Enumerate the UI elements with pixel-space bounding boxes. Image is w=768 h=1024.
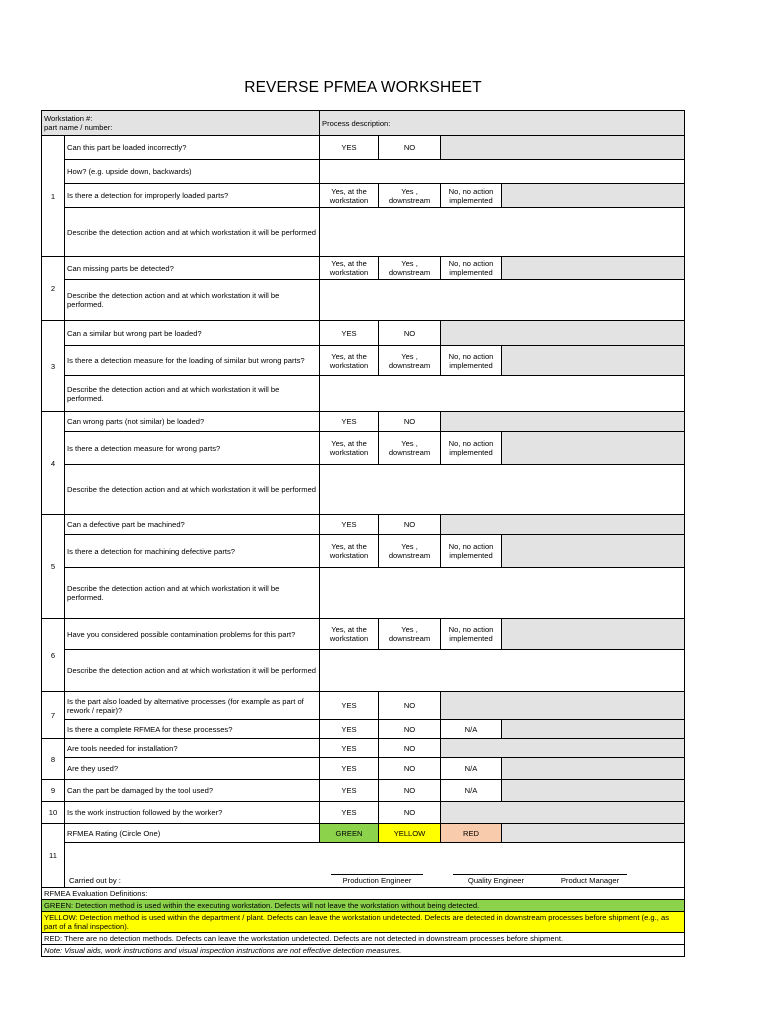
- option-yes[interactable]: YES: [320, 321, 379, 346]
- option-yes-downstream[interactable]: Yes , downstream: [379, 257, 441, 280]
- option-yes[interactable]: YES: [320, 136, 379, 160]
- rating-red[interactable]: RED: [441, 824, 502, 843]
- option-yes[interactable]: YES: [320, 758, 379, 780]
- option-yes[interactable]: YES: [320, 780, 379, 802]
- definition-row: [42, 933, 685, 945]
- option-yes-downstream[interactable]: Yes , downstream: [379, 619, 441, 650]
- shaded-cell: [502, 780, 685, 802]
- quality-engineer-label: Quality Engineer: [467, 876, 525, 885]
- note-row: [42, 945, 685, 957]
- question-number: 1: [42, 136, 65, 257]
- question-number: 6: [42, 619, 65, 692]
- option-no[interactable]: NO: [379, 802, 441, 824]
- option-yes[interactable]: YES: [320, 739, 379, 758]
- definition-row: [42, 912, 685, 933]
- option-no[interactable]: NO: [379, 515, 441, 535]
- option-yes-at-workstation[interactable]: Yes, at the workstation: [320, 535, 379, 568]
- question-text: Is there a complete RFMEA for these processes?: [65, 720, 320, 739]
- shaded-cell: [502, 346, 685, 376]
- question-number: 9: [42, 780, 65, 802]
- workstation-field[interactable]: Workstation #: part name / number:: [42, 111, 320, 136]
- table-row: [42, 465, 685, 515]
- question-text: Is there a detection for improperly loaded parts?: [65, 184, 320, 208]
- question-number: 10: [42, 802, 65, 824]
- table-row: [42, 376, 685, 412]
- option-yes[interactable]: YES: [320, 692, 379, 720]
- rating-yellow[interactable]: YELLOW: [379, 824, 441, 843]
- definition-green: GREEN: Detection method is used within the executing workstation. Defects will not leave the workstation without being detected.: [42, 900, 685, 912]
- question-text: Can the part be damaged by the tool used?: [65, 780, 320, 802]
- carried-out-by-label: Carried out by :: [69, 876, 121, 885]
- question-text: Can this part be loaded incorrectly?: [65, 136, 320, 160]
- option-no-action[interactable]: No, no action implemented: [441, 184, 502, 208]
- table-row: [42, 136, 685, 160]
- question-text: Is there a detection measure for the loading of similar but wrong parts?: [65, 346, 320, 376]
- question-text: Can a similar but wrong part be loaded?: [65, 321, 320, 346]
- signature-line[interactable]: [331, 874, 423, 875]
- shaded-cell: [502, 720, 685, 739]
- shaded-cell: [441, 515, 685, 535]
- table-row: [42, 412, 685, 432]
- option-no[interactable]: NO: [379, 412, 441, 432]
- table-row: [42, 650, 685, 692]
- shaded-cell: [441, 692, 685, 720]
- signoff-cell: [65, 843, 685, 888]
- option-na[interactable]: N/A: [441, 780, 502, 802]
- table-row: [42, 802, 685, 824]
- definitions-title-row: [42, 888, 685, 900]
- shaded-cell: [502, 619, 685, 650]
- table-row: [42, 739, 685, 758]
- table-row: [42, 720, 685, 739]
- shaded-cell: [502, 432, 685, 465]
- table-row: [42, 780, 685, 802]
- shaded-cell: [502, 184, 685, 208]
- definition-yellow: YELLOW: Detection method is used within the department / plant. Defects can leave the workstation undetected. Defects are detected in downstream processes before shipment (e.g., as part of a final inspection).: [42, 912, 685, 933]
- rating-green[interactable]: GREEN: [320, 824, 379, 843]
- shaded-cell: [502, 824, 685, 843]
- question-number: 2: [42, 257, 65, 321]
- option-na[interactable]: N/A: [441, 720, 502, 739]
- option-yes-at-workstation[interactable]: Yes, at the workstation: [320, 432, 379, 465]
- question-text: Describe the detection action and at which workstation it will be performed: [65, 465, 320, 515]
- question-number: 8: [42, 739, 65, 780]
- option-no[interactable]: NO: [379, 136, 441, 160]
- question-number: 7: [42, 692, 65, 739]
- question-text: Describe the detection action and at which workstation it will be performed.: [65, 280, 320, 321]
- shaded-cell: [502, 257, 685, 280]
- definition-red: RED: There are no detection methods. Defects can leave the workstation undetected. Defects are not detected in downstream processes before shipment.: [42, 933, 685, 945]
- question-number: 3: [42, 321, 65, 412]
- shaded-cell: [441, 321, 685, 346]
- table-row: [42, 515, 685, 535]
- shaded-cell: [502, 758, 685, 780]
- table-row: [42, 346, 685, 376]
- option-no[interactable]: NO: [379, 739, 441, 758]
- option-yes-downstream[interactable]: Yes , downstream: [379, 184, 441, 208]
- table-row: [42, 184, 685, 208]
- option-yes-at-workstation[interactable]: Yes, at the workstation: [320, 184, 379, 208]
- answer-field[interactable]: [320, 568, 685, 619]
- signature-line[interactable]: [453, 874, 539, 875]
- shaded-cell: [502, 535, 685, 568]
- table-row: [42, 257, 685, 280]
- question-text: Is the work instruction followed by the worker?: [65, 802, 320, 824]
- question-text: Can missing parts be detected?: [65, 257, 320, 280]
- question-text: How? (e.g. upside down, backwards): [65, 160, 320, 184]
- process-description-field[interactable]: Process description:: [320, 111, 685, 136]
- production-engineer-label: Production Engineer: [342, 876, 412, 885]
- shaded-cell: [441, 412, 685, 432]
- pfmea-table: [41, 110, 685, 957]
- question-text: Describe the detection action and at which workstation it will be performed: [65, 208, 320, 257]
- answer-field[interactable]: [320, 650, 685, 692]
- table-row: [42, 321, 685, 346]
- option-yes-downstream[interactable]: Yes , downstream: [379, 346, 441, 376]
- question-text: Can a defective part be machined?: [65, 515, 320, 535]
- product-manager-label: Product Manager: [560, 876, 620, 885]
- header-row: [42, 111, 685, 136]
- definitions-note: Note: Visual aids, work instructions and visual inspection instructions are not effective detection measures.: [42, 945, 685, 957]
- question-text: Are they used?: [65, 758, 320, 780]
- table-row: [42, 568, 685, 619]
- option-no[interactable]: NO: [379, 692, 441, 720]
- option-yes-at-workstation[interactable]: Yes, at the workstation: [320, 346, 379, 376]
- signoff-row: [42, 843, 685, 888]
- option-yes-at-workstation[interactable]: Yes, at the workstation: [320, 619, 379, 650]
- shaded-cell: [441, 136, 685, 160]
- option-no-action[interactable]: No, no action implemented: [441, 346, 502, 376]
- answer-field[interactable]: [320, 465, 685, 515]
- option-yes[interactable]: YES: [320, 802, 379, 824]
- definitions-title: RFMEA Evaluation Definitions:: [42, 888, 685, 900]
- option-yes[interactable]: YES: [320, 515, 379, 535]
- answer-field[interactable]: [320, 376, 685, 412]
- option-yes-at-workstation[interactable]: Yes, at the workstation: [320, 257, 379, 280]
- option-yes-downstream[interactable]: Yes , downstream: [379, 535, 441, 568]
- option-no-action[interactable]: No, no action implemented: [441, 257, 502, 280]
- option-no[interactable]: NO: [379, 758, 441, 780]
- definition-row: [42, 900, 685, 912]
- question-text: Is there a detection for machining defective parts?: [65, 535, 320, 568]
- table-row: [42, 535, 685, 568]
- question-text: Is the part also loaded by alternative processes (for example as part of rework / repair)?: [65, 692, 320, 720]
- shaded-cell: [441, 802, 685, 824]
- question-number: 5: [42, 515, 65, 619]
- question-text: RFMEA Rating (Circle One): [65, 824, 320, 843]
- table-row: [42, 758, 685, 780]
- option-no-action[interactable]: No, no action implemented: [441, 432, 502, 465]
- option-no[interactable]: NO: [379, 321, 441, 346]
- option-no[interactable]: NO: [379, 720, 441, 739]
- question-text: Is there a detection measure for wrong parts?: [65, 432, 320, 465]
- answer-field[interactable]: [320, 280, 685, 321]
- question-text: Describe the detection action and at which workstation it will be performed.: [65, 568, 320, 619]
- question-number: 11: [42, 824, 65, 888]
- page-title: REVERSE PFMEA WORKSHEET: [244, 79, 482, 96]
- option-no-action[interactable]: No, no action implemented: [441, 619, 502, 650]
- answer-field[interactable]: [320, 208, 685, 257]
- option-no[interactable]: NO: [379, 780, 441, 802]
- option-na[interactable]: N/A: [441, 758, 502, 780]
- question-text: Describe the detection action and at which workstation it will be performed: [65, 650, 320, 692]
- table-row: [42, 692, 685, 720]
- question-number: 4: [42, 412, 65, 515]
- answer-field[interactable]: [320, 160, 685, 184]
- question-text: Have you considered possible contamination problems for this part?: [65, 619, 320, 650]
- table-row: [42, 280, 685, 321]
- option-yes[interactable]: YES: [320, 412, 379, 432]
- table-row: [42, 160, 685, 184]
- table-row: [42, 619, 685, 650]
- table-row: [42, 208, 685, 257]
- table-row: [42, 824, 685, 843]
- question-text: Can wrong parts (not similar) be loaded?: [65, 412, 320, 432]
- shaded-cell: [441, 739, 685, 758]
- question-text: Are tools needed for installation?: [65, 739, 320, 758]
- option-yes[interactable]: YES: [320, 720, 379, 739]
- option-no-action[interactable]: No, no action implemented: [441, 535, 502, 568]
- option-yes-downstream[interactable]: Yes , downstream: [379, 432, 441, 465]
- table-row: [42, 432, 685, 465]
- signature-line[interactable]: [537, 874, 627, 875]
- question-text: Describe the detection action and at which workstation it will be performed.: [65, 376, 320, 412]
